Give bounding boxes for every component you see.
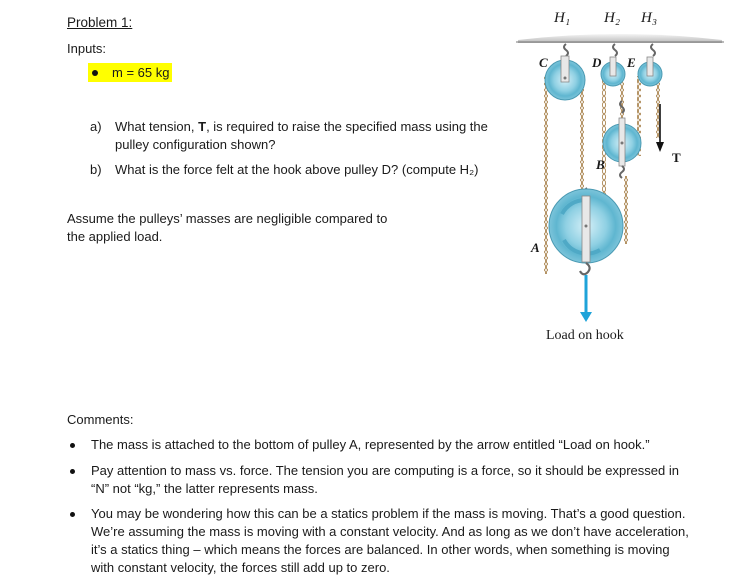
problem-title: Problem 1:	[67, 15, 133, 30]
pulley-label-e: E	[627, 55, 636, 70]
tension-label: T	[672, 150, 681, 165]
pulley-d	[601, 57, 625, 86]
question-b-label: b)	[90, 162, 102, 177]
question-a-text: What tension, T, is required to raise the specified mass using the pulley configuration shown?	[115, 119, 488, 152]
tension-term: T	[198, 119, 207, 134]
pulley-b	[603, 118, 641, 178]
bullet-icon	[70, 469, 75, 474]
comment-text: it’s a statics thing – which means the forces are balanced. In other words, when something is moving	[91, 542, 670, 557]
hook-label-h2: H₂	[604, 10, 621, 26]
ceiling-bar	[516, 34, 724, 43]
comment-item	[67, 505, 717, 581]
bullet-icon	[70, 443, 75, 448]
pulley-a	[549, 189, 623, 274]
load-arrow-icon	[580, 275, 592, 322]
pulley-diagram	[510, 0, 739, 360]
load-caption: Load on hook	[546, 328, 624, 343]
hook-label-h3: H₃	[641, 10, 658, 26]
bullet-icon	[92, 70, 98, 76]
pulley-label-d: D	[592, 55, 602, 70]
comment-text: The mass is attached to the bottom of pulley A, represented by the arrow entitled “Load on hook.”	[91, 437, 650, 452]
inputs-label: Inputs:	[67, 41, 107, 56]
pulley-e	[638, 57, 662, 86]
comment-text: We’re assuming the mass is moving with a constant velocity. And as long as we don’t have acceleration,	[91, 524, 689, 539]
pulley-label-b: B	[596, 157, 605, 172]
comments-heading: Comments:	[67, 412, 134, 427]
input-mass-highlight	[88, 63, 172, 82]
pulley-c	[545, 56, 585, 100]
question-a-label: a)	[90, 119, 102, 134]
comment-text: “N” not “kg,” the latter represents mass.	[91, 481, 318, 496]
comment-item	[67, 436, 717, 456]
hook-label-h1: H₁	[554, 10, 571, 26]
assumption-text: Assume the pulleys’ masses are negligible compared to the applied load.	[67, 211, 388, 244]
question-a	[90, 118, 500, 158]
comment-text: You may be wondering how this can be a statics problem if the mass is moving. That’s a good question.	[91, 506, 686, 521]
input-mass-value: m = 65 kg	[112, 65, 170, 80]
comment-item	[67, 462, 717, 500]
question-b-text: What is the force felt at the hook above pulley D? (compute H₂)	[115, 162, 479, 177]
comment-text: with constant velocity, the forces still add up to zero.	[91, 560, 390, 575]
comment-text: Pay attention to mass vs. force. The tension you are computing is a force, so it should be expressed in	[91, 463, 679, 478]
question-b	[90, 161, 500, 181]
pulley-label-c: C	[539, 55, 548, 70]
pulley-label-a: A	[531, 240, 540, 255]
bullet-icon	[70, 512, 75, 517]
